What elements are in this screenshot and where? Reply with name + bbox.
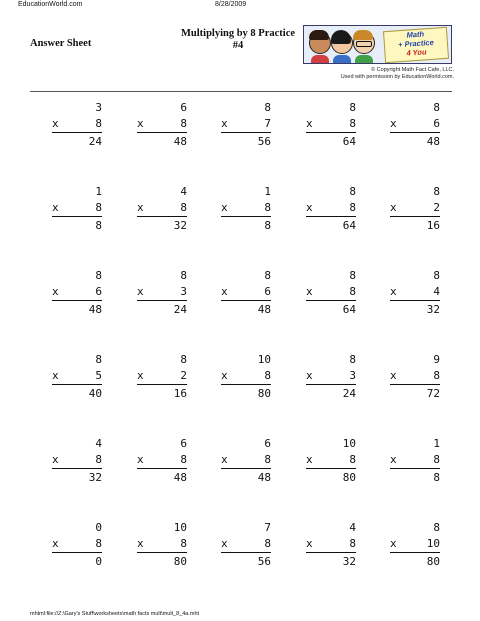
multiplier: 4 xyxy=(433,285,440,298)
times-sign: x xyxy=(390,201,397,214)
multiplier: 8 xyxy=(180,537,187,550)
multiplication-problem xyxy=(306,100,356,150)
answer-line xyxy=(221,552,271,553)
answer-line xyxy=(306,300,356,301)
answer: 80 xyxy=(426,555,440,568)
times-sign: x xyxy=(52,537,59,550)
multiplier: 8 xyxy=(264,369,271,382)
multiplier: 8 xyxy=(349,117,356,130)
multiplicand: 6 xyxy=(264,437,271,450)
multiplicand: 10 xyxy=(173,521,187,534)
multiplication-problem xyxy=(52,100,102,150)
math-practice-logo xyxy=(303,25,452,64)
multiplier-row xyxy=(306,284,356,300)
multiplier-row xyxy=(390,536,440,552)
multiplier: 7 xyxy=(264,117,271,130)
multiplier-row xyxy=(306,368,356,384)
times-sign: x xyxy=(306,201,313,214)
worksheet-number: #4 xyxy=(232,40,244,51)
times-sign: x xyxy=(306,537,313,550)
answer-line xyxy=(390,552,440,553)
header-divider xyxy=(30,91,452,92)
multiplication-problem xyxy=(390,100,440,150)
multiplier-row xyxy=(390,452,440,468)
multiplication-problem xyxy=(52,436,102,486)
answer-line xyxy=(52,132,102,133)
multiplier-row xyxy=(221,536,271,552)
multiplication-problem xyxy=(221,100,271,150)
times-sign: x xyxy=(221,117,228,130)
answer: 24 xyxy=(342,387,356,400)
answer: 80 xyxy=(257,387,271,400)
file-path-footer: mhtml:file://Z:\Gary's Stuff\worksheets\math facts mult\mult_8_4a.mht xyxy=(30,611,200,617)
logo-text-practice: + Practice xyxy=(397,37,434,50)
multiplier: 5 xyxy=(95,369,102,382)
multiplier-row xyxy=(390,116,440,132)
multiplication-problem xyxy=(137,184,187,234)
answer-line xyxy=(390,384,440,385)
multiplication-problem xyxy=(221,520,271,570)
times-sign: x xyxy=(390,117,397,130)
copyright-notice xyxy=(300,67,454,81)
multiplier: 8 xyxy=(180,201,187,214)
multiplier-row xyxy=(221,116,271,132)
multiplier: 6 xyxy=(264,285,271,298)
answer-line xyxy=(137,216,187,217)
multiplier-row xyxy=(390,200,440,216)
multiplier: 8 xyxy=(264,453,271,466)
answer-line xyxy=(221,132,271,133)
multiplier-row xyxy=(52,284,102,300)
multiplier: 2 xyxy=(180,369,187,382)
answer: 48 xyxy=(173,135,187,148)
answer: 40 xyxy=(88,387,102,400)
multiplicand: 8 xyxy=(349,101,356,114)
answer: 32 xyxy=(426,303,440,316)
multiplier: 8 xyxy=(349,537,356,550)
answer: 24 xyxy=(88,135,102,148)
multiplication-problem xyxy=(137,436,187,486)
times-sign: x xyxy=(390,537,397,550)
answer: 48 xyxy=(173,471,187,484)
multiplicand: 8 xyxy=(264,101,271,114)
multiplicand: 9 xyxy=(433,353,440,366)
multiplication-problem xyxy=(390,184,440,234)
multiplicand: 8 xyxy=(433,269,440,282)
multiplier: 8 xyxy=(95,117,102,130)
multiplier-row xyxy=(221,284,271,300)
multiplier-row xyxy=(52,368,102,384)
answer: 8 xyxy=(95,219,102,232)
multiplication-problem xyxy=(390,352,440,402)
multiplicand: 8 xyxy=(95,353,102,366)
answer: 64 xyxy=(342,219,356,232)
multiplier-row xyxy=(137,452,187,468)
multiplication-problem xyxy=(221,436,271,486)
answer-line xyxy=(221,384,271,385)
multiplicand: 8 xyxy=(349,269,356,282)
multiplier: 8 xyxy=(349,201,356,214)
multiplication-problem xyxy=(390,436,440,486)
multiplicand: 8 xyxy=(433,521,440,534)
answer: 8 xyxy=(264,219,271,232)
child-avatar-icon xyxy=(353,32,375,54)
answer: 48 xyxy=(426,135,440,148)
multiplier-row xyxy=(137,536,187,552)
answer: 56 xyxy=(257,135,271,148)
answer: 24 xyxy=(173,303,187,316)
multiplicand: 8 xyxy=(180,269,187,282)
multiplicand: 8 xyxy=(95,269,102,282)
multiplication-problem xyxy=(390,268,440,318)
times-sign: x xyxy=(137,117,144,130)
times-sign: x xyxy=(306,453,313,466)
multiplier: 8 xyxy=(95,201,102,214)
answer: 0 xyxy=(95,555,102,568)
multiplier: 3 xyxy=(180,285,187,298)
logo-text-4you: 4 You xyxy=(406,47,427,58)
multiplier-row xyxy=(137,284,187,300)
multiplication-problem xyxy=(306,520,356,570)
multiplier: 8 xyxy=(180,117,187,130)
times-sign: x xyxy=(52,201,59,214)
multiplier: 8 xyxy=(433,369,440,382)
answer-line xyxy=(221,216,271,217)
answer: 56 xyxy=(257,555,271,568)
copyright-line: © Copyright Math Fact Cafe, LLC. xyxy=(371,67,454,73)
answer-line xyxy=(52,384,102,385)
answer-line xyxy=(221,300,271,301)
multiplier-row xyxy=(306,200,356,216)
answer: 72 xyxy=(426,387,440,400)
times-sign: x xyxy=(137,453,144,466)
multiplier-row xyxy=(306,536,356,552)
answer-line xyxy=(137,300,187,301)
multiplication-problem xyxy=(137,352,187,402)
multiplicand: 8 xyxy=(433,101,440,114)
multiplier-row xyxy=(390,368,440,384)
site-name: EducationWorld.com xyxy=(18,1,83,8)
multiplier: 3 xyxy=(349,369,356,382)
multiplier-row xyxy=(52,200,102,216)
answer: 32 xyxy=(342,555,356,568)
times-sign: x xyxy=(390,369,397,382)
times-sign: x xyxy=(306,117,313,130)
child-avatar-icon xyxy=(309,32,331,54)
multiplicand: 8 xyxy=(180,353,187,366)
permission-line: Used with permission by EducationWorld.com. xyxy=(340,74,454,80)
logo-note xyxy=(383,27,449,63)
multiplication-problem xyxy=(306,184,356,234)
answer-line xyxy=(390,300,440,301)
multiplier-row xyxy=(390,284,440,300)
answer: 80 xyxy=(342,471,356,484)
multiplication-problem xyxy=(306,436,356,486)
multiplier: 2 xyxy=(433,201,440,214)
multiplication-problem xyxy=(306,268,356,318)
answer: 32 xyxy=(88,471,102,484)
answer: 48 xyxy=(257,303,271,316)
times-sign: x xyxy=(52,117,59,130)
multiplicand: 1 xyxy=(95,185,102,198)
multiplier-row xyxy=(137,368,187,384)
multiplicand: 4 xyxy=(95,437,102,450)
answer-line xyxy=(52,300,102,301)
multiplicand: 7 xyxy=(264,521,271,534)
times-sign: x xyxy=(137,369,144,382)
print-date: 8/28/2009 xyxy=(215,1,247,8)
answer: 32 xyxy=(173,219,187,232)
times-sign: x xyxy=(137,285,144,298)
worksheet-title xyxy=(168,28,308,52)
multiplier-row xyxy=(221,452,271,468)
multiplier: 8 xyxy=(349,285,356,298)
times-sign: x xyxy=(221,537,228,550)
multiplier: 6 xyxy=(433,117,440,130)
answer-line xyxy=(52,216,102,217)
answer-line xyxy=(306,552,356,553)
answer: 8 xyxy=(433,471,440,484)
times-sign: x xyxy=(306,285,313,298)
answer-line xyxy=(390,216,440,217)
multiplicand: 3 xyxy=(95,101,102,114)
times-sign: x xyxy=(52,453,59,466)
times-sign: x xyxy=(221,285,228,298)
multiplier: 8 xyxy=(264,537,271,550)
multiplier-row xyxy=(52,452,102,468)
multiplier-row xyxy=(52,536,102,552)
multiplicand: 10 xyxy=(257,353,271,366)
multiplication-problem xyxy=(137,268,187,318)
answer-line xyxy=(137,132,187,133)
times-sign: x xyxy=(221,201,228,214)
multiplication-problem xyxy=(52,352,102,402)
answer-line xyxy=(221,468,271,469)
multiplier-row xyxy=(137,116,187,132)
multiplication-problem xyxy=(221,268,271,318)
answer: 48 xyxy=(257,471,271,484)
answer-line xyxy=(137,468,187,469)
multiplicand: 8 xyxy=(264,269,271,282)
multiplicand: 6 xyxy=(180,101,187,114)
multiplier: 8 xyxy=(95,537,102,550)
times-sign: x xyxy=(390,453,397,466)
answer-line xyxy=(52,552,102,553)
multiplication-problem xyxy=(221,184,271,234)
multiplicand: 8 xyxy=(433,185,440,198)
multiplicand: 0 xyxy=(95,521,102,534)
times-sign: x xyxy=(52,285,59,298)
multiplication-problem xyxy=(137,520,187,570)
answer-line xyxy=(306,216,356,217)
multiplier: 8 xyxy=(180,453,187,466)
multiplier-row xyxy=(306,116,356,132)
multiplicand: 8 xyxy=(349,185,356,198)
multiplier-row xyxy=(221,200,271,216)
multiplicand: 1 xyxy=(264,185,271,198)
multiplier: 10 xyxy=(426,537,440,550)
multiplication-problem xyxy=(306,352,356,402)
answer: 48 xyxy=(88,303,102,316)
multiplicand: 4 xyxy=(349,521,356,534)
multiplicand: 6 xyxy=(180,437,187,450)
multiplier: 8 xyxy=(433,453,440,466)
answer-line xyxy=(137,552,187,553)
multiplier: 8 xyxy=(349,453,356,466)
multiplicand: 4 xyxy=(180,185,187,198)
times-sign: x xyxy=(137,537,144,550)
answer-line xyxy=(52,468,102,469)
multiplicand: 8 xyxy=(349,353,356,366)
multiplication-problem xyxy=(137,100,187,150)
multiplier: 8 xyxy=(264,201,271,214)
times-sign: x xyxy=(137,201,144,214)
answer: 64 xyxy=(342,303,356,316)
times-sign: x xyxy=(390,285,397,298)
answer-line xyxy=(137,384,187,385)
times-sign: x xyxy=(221,369,228,382)
answer-line xyxy=(306,384,356,385)
multiplier-row xyxy=(137,200,187,216)
times-sign: x xyxy=(52,369,59,382)
answer: 16 xyxy=(173,387,187,400)
answer: 64 xyxy=(342,135,356,148)
times-sign: x xyxy=(306,369,313,382)
answer-line xyxy=(306,132,356,133)
multiplication-problem xyxy=(390,520,440,570)
multiplication-problem xyxy=(221,352,271,402)
answer-line xyxy=(306,468,356,469)
logo-text-math: Math xyxy=(406,29,425,40)
answer: 16 xyxy=(426,219,440,232)
multiplier: 8 xyxy=(95,453,102,466)
child-avatar-icon xyxy=(331,32,353,54)
answer: 80 xyxy=(173,555,187,568)
multiplier-row xyxy=(52,116,102,132)
multiplier-row xyxy=(306,452,356,468)
worksheet-title-line1: Multiplying by 8 Practice xyxy=(180,28,296,39)
multiplication-problem xyxy=(52,184,102,234)
answer-line xyxy=(390,468,440,469)
multiplicand: 10 xyxy=(342,437,356,450)
multiplication-problem xyxy=(52,520,102,570)
answer-sheet-label: Answer Sheet xyxy=(30,38,92,49)
times-sign: x xyxy=(221,453,228,466)
multiplier-row xyxy=(221,368,271,384)
answer-line xyxy=(390,132,440,133)
multiplier: 6 xyxy=(95,285,102,298)
multiplication-problem xyxy=(52,268,102,318)
multiplicand: 1 xyxy=(433,437,440,450)
